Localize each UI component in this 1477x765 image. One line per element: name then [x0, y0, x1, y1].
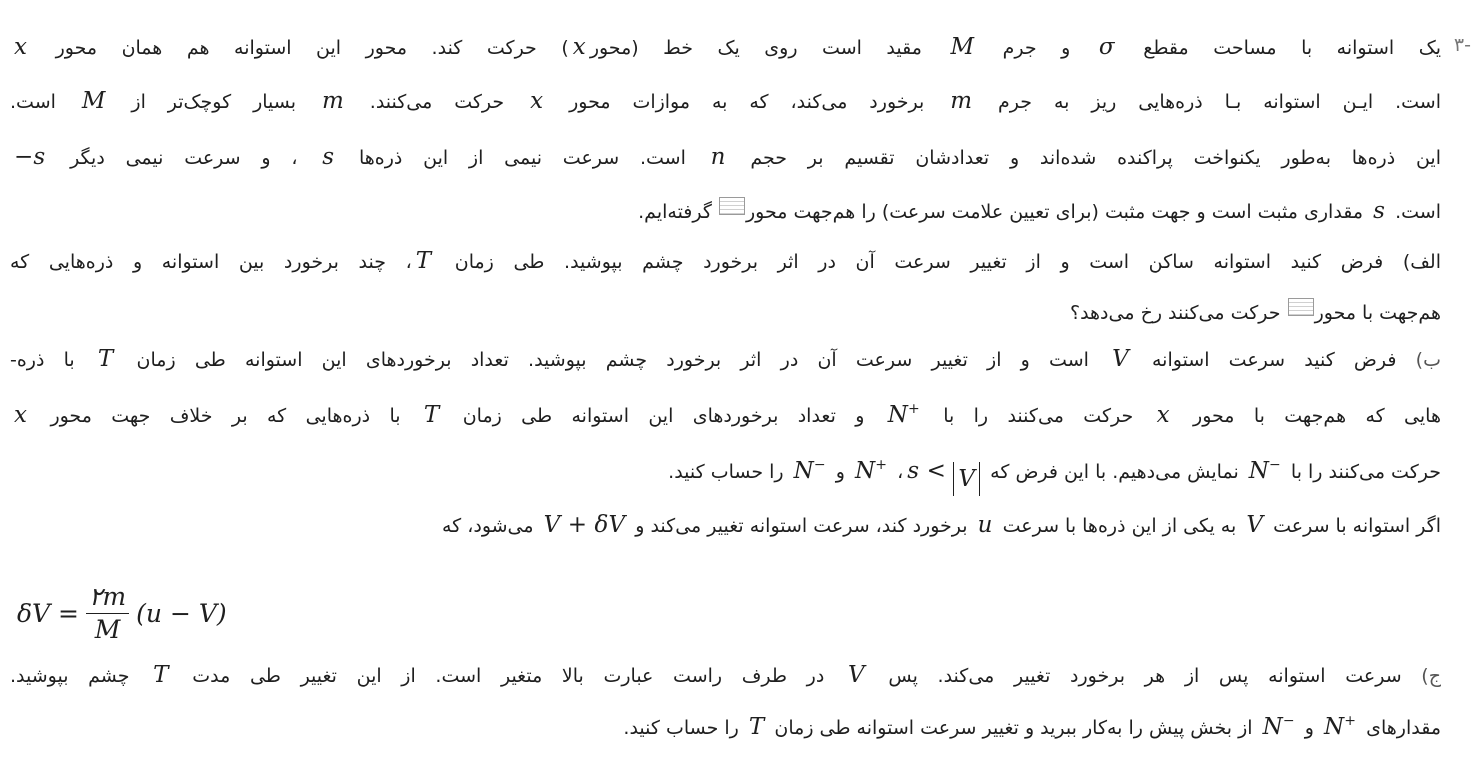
- part-b-line-1: [10, 344, 1441, 375]
- math-T: T: [415, 248, 432, 274]
- text-span: حرکت می‌کنند را با: [1290, 461, 1441, 483]
- math-V: V: [1112, 346, 1129, 372]
- math-N-plus: N+: [887, 401, 920, 428]
- text-span: این ذره‌ها به‌طور یکنواخت پراکنده شده‌اند و تعدادشان تقسیم بر حجم: [750, 147, 1441, 169]
- math-T: T: [97, 346, 114, 372]
- text-span: سرعت استوانه پس از هر برخورد تغییر می‌کند. پس: [888, 665, 1402, 687]
- part-a-line-2: [10, 298, 1441, 328]
- math-N-plus: N+: [855, 457, 888, 484]
- math-V: V: [847, 662, 865, 688]
- text-span: حرکت می‌کنند را با: [943, 405, 1134, 427]
- text-span: را حساب کنید.: [623, 717, 739, 739]
- text-span: ) حرکت کند. محور این استوانه هم همان محور: [55, 37, 569, 59]
- text-span: و: [1304, 717, 1314, 739]
- part-c-line-2: [10, 712, 1441, 743]
- delta-v-equation: [14, 578, 230, 648]
- text-span: و: [835, 461, 845, 483]
- text-span: است و از تغییر سرعت آن در اثر برخورد چشم بپوشید. تعداد برخوردهای این استوانه طی زمان: [136, 349, 1089, 371]
- text-span: اگر استوانه با سرعت: [1273, 515, 1441, 537]
- text-span: با ذره‌هایی که بر خلاف جهت محور: [50, 405, 401, 427]
- part-c-line-1: [10, 660, 1441, 691]
- problem-line-3: [10, 142, 1441, 173]
- text-span: حرکت می‌کنند.: [369, 91, 505, 113]
- math-u: u: [977, 512, 993, 538]
- text-span: گرفته‌ایم.: [638, 201, 712, 223]
- math-inequality: s < V: [903, 456, 984, 496]
- text-span: هم‌جهت با محور: [1314, 302, 1441, 324]
- math-V-plus-deltaV: V + δV: [543, 512, 626, 538]
- text-span: و جرم: [1002, 37, 1071, 59]
- text-span: نمایش می‌دهیم. با این فرض که: [990, 461, 1239, 483]
- text-span: است.: [10, 91, 56, 113]
- text-span: الف) فرض کنید استوانه ساکن است و از تغییر سرعت آن در اثر برخورد چشم بپوشید. طی زمان: [454, 251, 1441, 273]
- math-M: M: [81, 88, 106, 114]
- text-span: از بخش پیش را به‌کار ببرید و تغییر سرعت استوانه طی زمان: [774, 717, 1253, 739]
- broken-image-icon: [1288, 298, 1314, 316]
- math-x: x: [1156, 402, 1170, 428]
- text-span: را حساب کنید.: [668, 461, 784, 483]
- broken-image-icon: [719, 197, 745, 215]
- equation-lhs: δV =: [17, 598, 79, 628]
- math-s: s: [322, 144, 335, 170]
- part-c-label: ج): [1421, 665, 1441, 687]
- text-span: با ذره-: [10, 349, 75, 371]
- text-span: می‌شود، که: [441, 515, 534, 537]
- text-span: فرض کنید سرعت استوانه: [1152, 349, 1397, 371]
- math-T: T: [748, 714, 765, 740]
- math-sigma: σ: [1098, 34, 1115, 60]
- text-span: است. ایـن استوانه بـا ذره‌هایی ریز به جرم: [998, 91, 1442, 113]
- text-span: ، و سرعت نیمی دیگر: [70, 147, 298, 169]
- math-N-minus: N−: [793, 457, 826, 484]
- text-span: مقداری مثبت است و جهت مثبت (برای تعیین علامت سرعت) را هم‌جهت محور: [745, 201, 1364, 223]
- fraction-denominator: M: [94, 614, 121, 644]
- text-span: است.: [1395, 201, 1441, 223]
- math-V: V: [1246, 512, 1264, 538]
- text-span: یک استوانه با مساحت مقطع: [1143, 37, 1441, 59]
- math-N-minus: N−: [1262, 713, 1295, 740]
- problem-line-4: [10, 196, 1441, 227]
- text-span: است. سرعت نیمی از این ذره‌ها: [358, 147, 686, 169]
- text-span: مقید است روی یک خط (محور: [589, 37, 922, 59]
- text-span: چشم بپوشید.: [10, 665, 130, 687]
- part-b-line-2: [10, 400, 1441, 431]
- math-m: m: [950, 88, 973, 114]
- math-n: n: [710, 144, 726, 170]
- problem-line-1: [10, 32, 1441, 63]
- math-M: M: [950, 34, 975, 60]
- part-b-line-3: [10, 456, 1441, 496]
- text-span: در طرف راست عبارت بالا متغیر است. از این تغییر طی مدت: [192, 665, 825, 687]
- part-a-line-1: [10, 246, 1441, 277]
- text-span: و تعداد برخوردهای این استوانه طی زمان: [462, 405, 865, 427]
- equation-fraction: [86, 583, 129, 644]
- math-N-plus: N+: [1323, 713, 1357, 740]
- text-span: ،: [897, 461, 904, 483]
- math-m: m: [321, 88, 344, 114]
- math-s: s: [1373, 198, 1386, 224]
- equation-rhs: (u − V): [136, 598, 227, 628]
- math-N-minus: N−: [1248, 457, 1281, 484]
- text-span: بسیار کوچک‌تر از: [131, 91, 297, 113]
- collision-statement-line: [10, 510, 1441, 541]
- math-x: x: [14, 402, 28, 428]
- math-x: x: [14, 34, 28, 60]
- question-number: -۳: [1453, 34, 1471, 56]
- fraction-numerator: ۲m: [86, 583, 129, 614]
- text-span: حرکت می‌کنند رخ می‌دهد؟: [1069, 302, 1281, 324]
- math-x: x: [530, 88, 544, 114]
- math-minus-s: −s: [14, 144, 46, 170]
- text-span: برخورد می‌کند، که به موازات محور: [569, 91, 925, 113]
- math-x: x: [572, 34, 586, 60]
- math-T: T: [423, 402, 440, 428]
- math-T: T: [153, 662, 169, 688]
- problem-line-2: [10, 86, 1441, 117]
- part-b-label: ب): [1415, 349, 1441, 371]
- text-span: برخورد کند، سرعت استوانه تغییر می‌کند و: [635, 515, 968, 537]
- text-span: ، چند برخورد بین استوانه و ذره‌هایی که: [10, 251, 412, 273]
- text-span: مقدارهای: [1366, 717, 1441, 739]
- text-span: به یکی از این ذره‌ها با سرعت: [1002, 515, 1237, 537]
- text-span: هایی که هم‌جهت با محور: [1193, 405, 1441, 427]
